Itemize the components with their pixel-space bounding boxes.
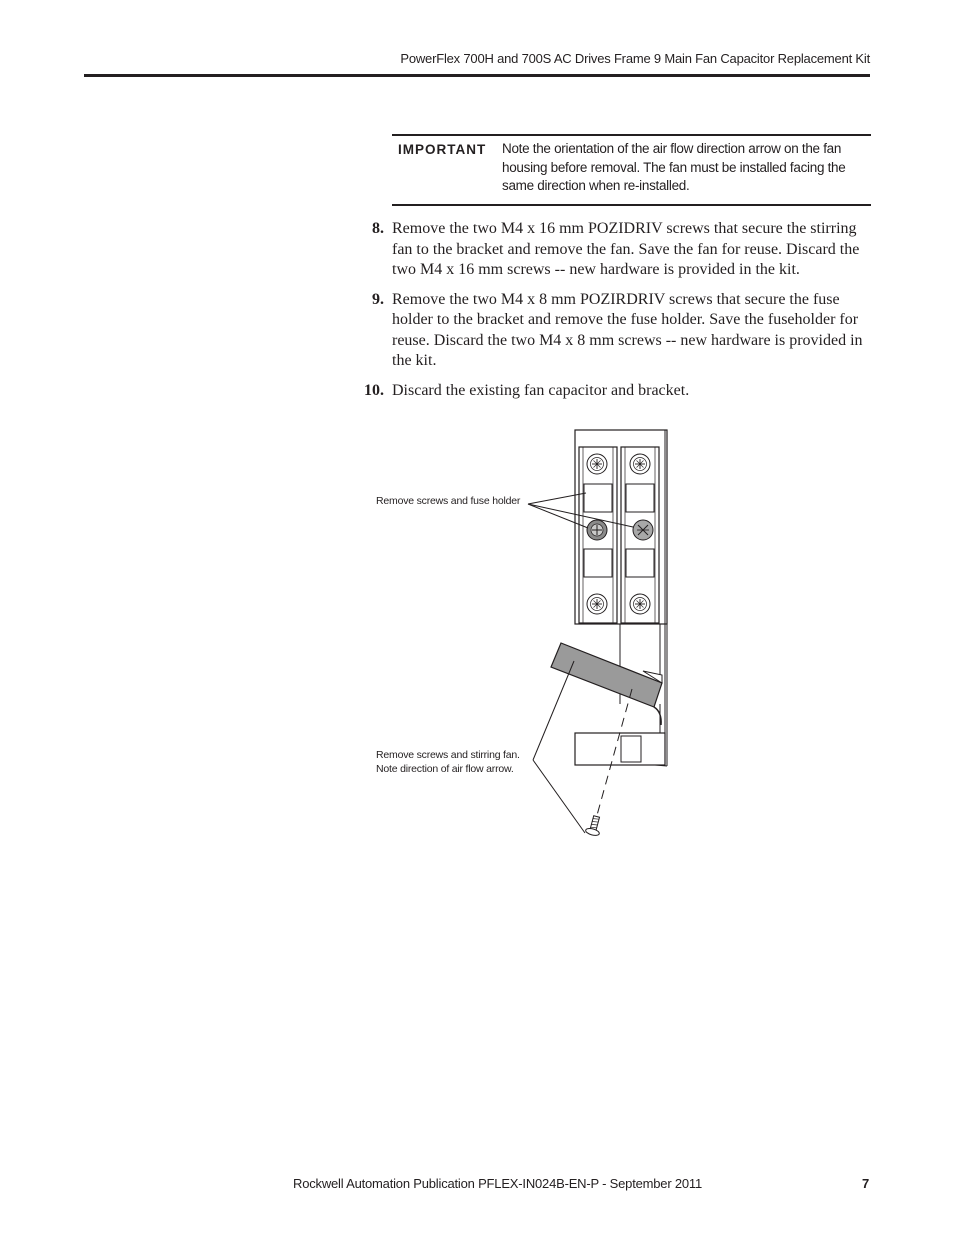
- header-rule: [84, 74, 870, 77]
- stirring-fan: [551, 643, 662, 725]
- procedure-steps: [352, 219, 872, 410]
- step-9: [352, 290, 872, 372]
- step-number: 8.: [372, 220, 384, 237]
- step-10: [352, 381, 872, 402]
- step-number: 9.: [372, 290, 384, 308]
- screw-icon: [585, 815, 603, 837]
- callout-stirring-fan: [376, 748, 520, 776]
- step-number: 10.: [364, 381, 384, 399]
- callout-stirring-fan-line1: Remove screws and stirring fan.: [376, 749, 520, 761]
- callout-fuse-holder: Remove screws and fuse holder: [376, 495, 521, 507]
- page-number: 7: [862, 1176, 870, 1191]
- important-label: IMPORTANT: [398, 142, 487, 157]
- page-header-title: PowerFlex 700H and 700S AC Drives Frame 9 Main Fan Capacitor Replacement Kit: [400, 51, 870, 66]
- step-text: Discard the existing fan capacitor and bracket.: [392, 381, 690, 399]
- step-text: Remove the two M4 x 8 mm POZIRDRIV screws that secure the fuse holder to the bracket and remove the fuse holder. Save the fuseholder for reuse. Discard the two M4 x 8 mm screws -- new hardware is provided in the kit.: [392, 290, 863, 369]
- lower-bracket: [575, 733, 667, 766]
- important-text: Note the orientation of the air flow direction arrow on the fan housing before removal. The fan must be installed facing the same direction when re-installed.: [502, 141, 846, 193]
- footer-publication: Rockwell Automation Publication PFLEX-IN024B-EN-P - September 2011: [293, 1176, 703, 1191]
- step-8: [352, 219, 872, 281]
- important-notice: [392, 134, 871, 206]
- callout-stirring-fan-line2: Note direction of air flow arrow.: [376, 763, 514, 775]
- fan-capacitor-bracket-diagram: [360, 420, 690, 860]
- step-text: Remove the two M4 x 16 mm POZIDRIV screws that secure the stirring fan to the bracket and remove the fan. Save the fan for reuse. Discard the two M4 x 16 mm screws -- new hardware is provided in the kit.: [392, 220, 860, 278]
